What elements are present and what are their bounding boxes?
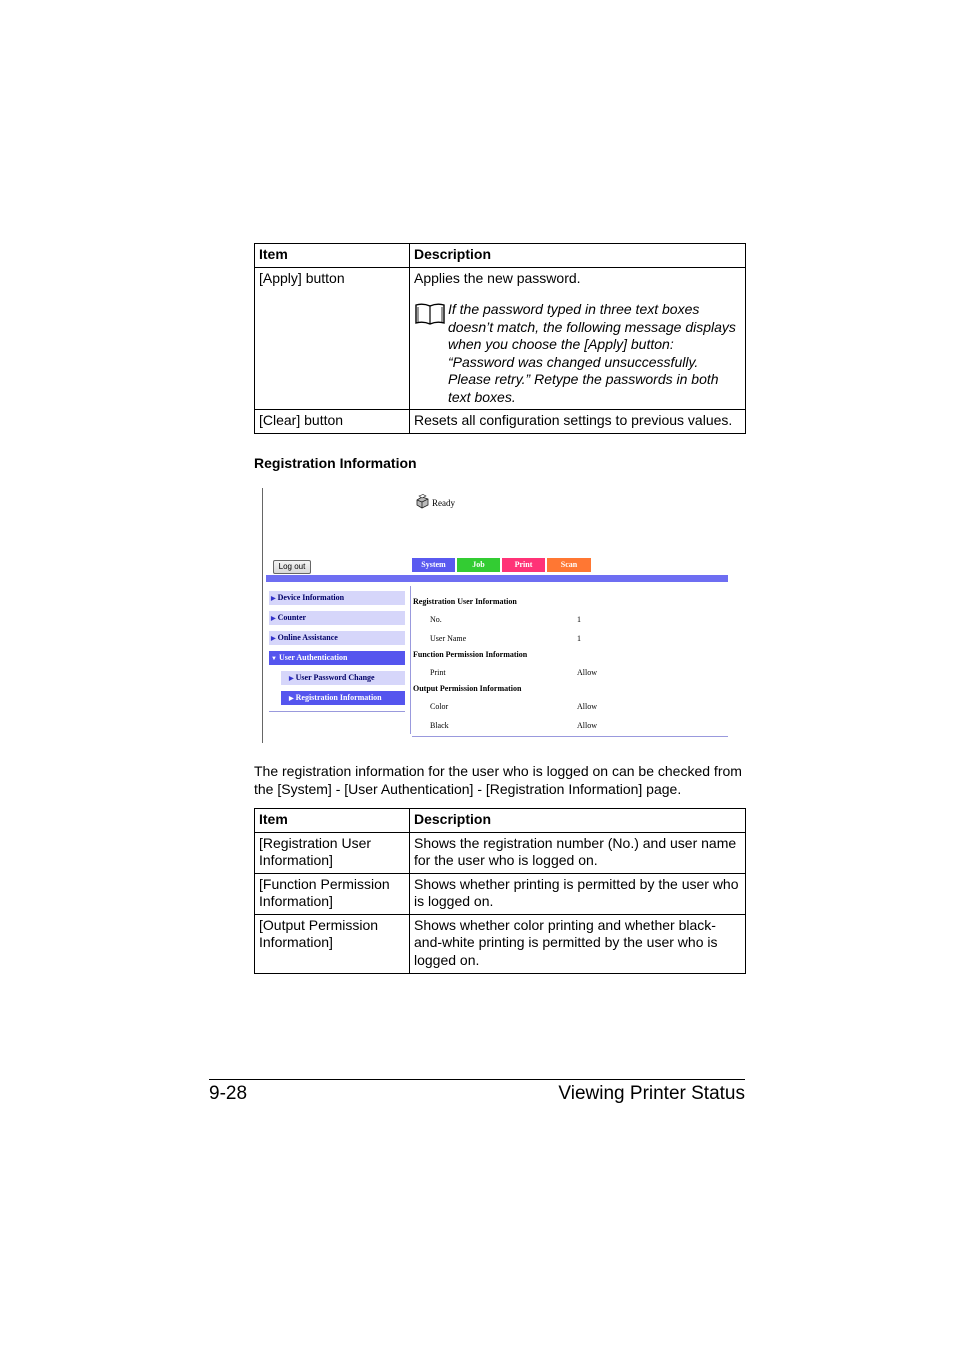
row-description: Shows whether printing is permitted by the user who is logged on. [410, 873, 746, 914]
triangle-down-icon: ▼ [271, 656, 277, 662]
tab-job[interactable]: Job [457, 558, 500, 572]
table-header-row [255, 244, 746, 268]
sidebar-divider [269, 711, 405, 712]
triangle-right-icon: ▶ [271, 636, 276, 642]
description-table-1 [254, 243, 746, 434]
note-block [414, 301, 741, 406]
row-item: [Registration User Information] [255, 832, 410, 873]
content-bottom-line [412, 736, 728, 737]
row-description: Resets all configuration settings to previous values. [410, 410, 746, 434]
table-header-row [255, 809, 746, 833]
table-row [255, 410, 746, 434]
column-header-description: Description [410, 809, 746, 833]
content-divider [410, 586, 411, 734]
footer-title: Viewing Printer Status [558, 1083, 745, 1104]
output-permission-information-title: Output Permission Information [413, 684, 522, 693]
row-item: [Clear] button [255, 410, 410, 434]
print-value: Allow [577, 668, 597, 677]
sidebar-item-label: Registration Information [295, 693, 382, 702]
sidebar-item-counter[interactable] [269, 611, 405, 625]
row-description [410, 267, 746, 410]
function-permission-information-title: Function Permission Information [413, 650, 528, 659]
printer-icon [414, 494, 430, 512]
triangle-right-icon: ▶ [271, 616, 276, 622]
column-header-item: Item [255, 809, 410, 833]
sidebar-item-label: Device Information [277, 593, 345, 602]
sidebar-item-label: User Authentication [278, 653, 348, 662]
status-text: Ready [432, 498, 455, 508]
table-row [255, 267, 746, 410]
triangle-right-icon: ▶ [289, 676, 294, 682]
description-table-2 [254, 808, 746, 974]
row-item: [Apply] button [255, 267, 410, 410]
black-label: Black [430, 721, 449, 730]
footer-divider [209, 1079, 745, 1080]
color-label: Color [430, 702, 449, 711]
no-label: No. [430, 615, 442, 624]
black-value: Allow [577, 721, 597, 730]
table-row [255, 914, 746, 974]
row-item: [Output Permission Information] [255, 914, 410, 974]
sidebar-item-registration-information[interactable] [281, 691, 405, 705]
row-item: [Function Permission Information] [255, 873, 410, 914]
body-paragraph: The registration information for the user who is logged on can be checked from the [System] - [User Authentication] - [Registration Information] page. [254, 763, 742, 797]
column-header-item: Item [255, 244, 410, 268]
sidebar-item-label: Counter [277, 613, 307, 622]
column-header-description: Description [410, 244, 746, 268]
triangle-right-icon: ▶ [271, 596, 276, 602]
sidebar-item-label: Online Assistance [277, 633, 338, 642]
sidebar-item-device-information[interactable] [269, 591, 405, 605]
user-name-value: 1 [577, 634, 581, 643]
tab-print[interactable]: Print [502, 558, 545, 572]
sidebar-item-user-password-change[interactable] [281, 671, 405, 685]
sidebar-item-online-assistance[interactable] [269, 631, 405, 645]
status-indicator [414, 494, 455, 512]
book-note-icon [414, 301, 448, 406]
table-row [255, 873, 746, 914]
row-description: Shows the registration number (No.) and user name for the user who is logged on. [410, 832, 746, 873]
triangle-right-icon: ▶ [289, 696, 294, 702]
table-row [255, 832, 746, 873]
description-text: Applies the new password. [414, 269, 581, 286]
section-heading: Registration Information [254, 455, 417, 471]
top-bar [266, 575, 728, 582]
sidebar-item-user-authentication[interactable] [269, 651, 405, 665]
row-description: Shows whether color printing and whether black-and-white printing is permitted by the user who is logged on. [410, 914, 746, 974]
logout-button[interactable]: Log out [273, 560, 311, 574]
note-text: If the password typed in three text boxes doesn’t match, the following message displays when you choose the [Apply] button: “Password was changed unsuccessfully. Please retry.” Retype the passwords in both text boxes. [448, 301, 736, 405]
page-number: 9-28 [209, 1083, 248, 1104]
web-ui-screenshot [262, 488, 732, 746]
screenshot-left-border [262, 488, 263, 743]
no-value: 1 [577, 615, 581, 624]
sidebar-item-label: User Password Change [295, 673, 375, 682]
tab-system[interactable]: System [412, 558, 455, 572]
print-label: Print [430, 668, 446, 677]
registration-user-information-title: Registration User Information [413, 597, 517, 606]
user-name-label: User Name [430, 634, 467, 643]
tab-scan[interactable]: Scan [547, 558, 591, 572]
color-value: Allow [577, 702, 597, 711]
